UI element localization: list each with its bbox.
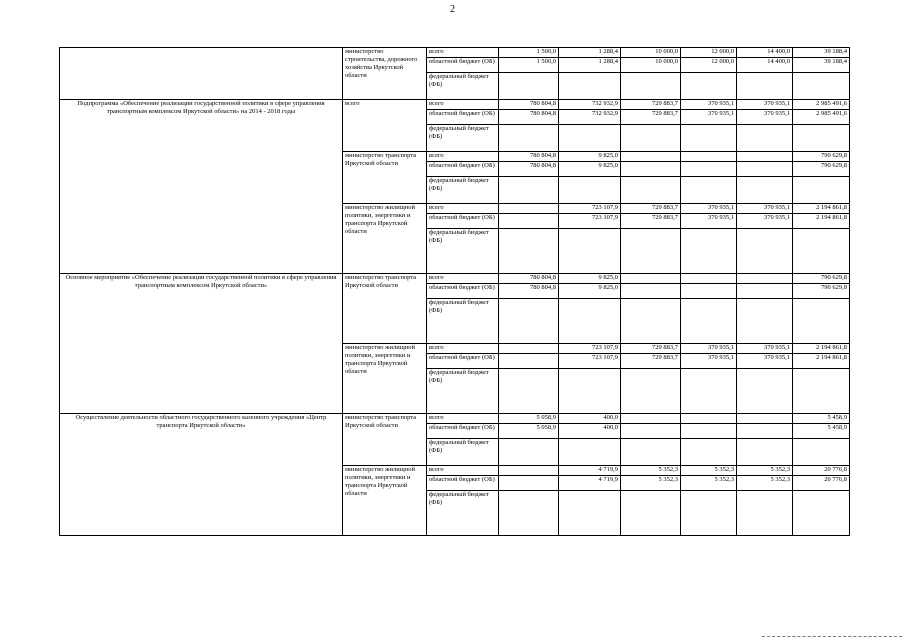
- year-value-cell: [499, 177, 559, 204]
- year-value-cell: 732 932,9: [559, 100, 621, 110]
- funding-source-cell: всего: [427, 466, 499, 476]
- year-value-cell: 5 352,3: [621, 476, 681, 491]
- year-value-cell: [499, 491, 559, 536]
- year-value-cell: [621, 439, 681, 466]
- total-value-cell: 20 776,8: [793, 466, 850, 476]
- year-value-cell: 4 719,9: [559, 466, 621, 476]
- funding-source-cell: областной бюджет (ОБ): [427, 476, 499, 491]
- year-value-cell: [681, 414, 737, 424]
- year-value-cell: [559, 73, 621, 100]
- year-value-cell: 780 804,8: [499, 110, 559, 125]
- year-value-cell: [621, 229, 681, 274]
- total-value-cell: [793, 229, 850, 274]
- year-value-cell: [499, 125, 559, 152]
- year-value-cell: [559, 177, 621, 204]
- year-value-cell: [499, 299, 559, 344]
- program-name-cell: Основное мероприятие «Обеспечение реализации государственной политики в сфере управления транспортным комплексом Иркутской области»: [60, 274, 343, 414]
- year-value-cell: [621, 73, 681, 100]
- year-value-cell: 14 400,0: [737, 48, 793, 58]
- total-value-cell: 5 458,9: [793, 424, 850, 439]
- program-name-cell: Осуществление деятельности областного государственного казенного учреждения «Центр транспорта Иркутской области»: [60, 414, 343, 536]
- funding-source-cell: областной бюджет (ОБ): [427, 424, 499, 439]
- year-value-cell: 370 935,1: [681, 354, 737, 369]
- year-value-cell: [681, 73, 737, 100]
- funding-source-cell: областной бюджет (ОБ): [427, 354, 499, 369]
- total-value-cell: [793, 439, 850, 466]
- funding-source-cell: областной бюджет (ОБ): [427, 58, 499, 73]
- year-value-cell: 370 935,1: [681, 100, 737, 110]
- year-value-cell: [621, 274, 681, 284]
- total-value-cell: 790 629,8: [793, 274, 850, 284]
- table-row: [60, 48, 850, 58]
- year-value-cell: 12 000,0: [681, 58, 737, 73]
- year-value-cell: [559, 491, 621, 536]
- total-value-cell: 5 458,9: [793, 414, 850, 424]
- page-number: 2: [450, 4, 455, 15]
- year-value-cell: [499, 204, 559, 214]
- year-value-cell: [499, 476, 559, 491]
- executor-cell: министерство жилищной политики, энергетики и транспорта Иркутской области: [343, 344, 427, 414]
- executor-cell: министерство транспорта Иркутской области: [343, 152, 427, 204]
- year-value-cell: [681, 439, 737, 466]
- year-value-cell: 370 935,1: [737, 344, 793, 354]
- year-value-cell: [559, 369, 621, 414]
- year-value-cell: [681, 284, 737, 299]
- total-value-cell: [793, 491, 850, 536]
- year-value-cell: [681, 152, 737, 162]
- funding-source-cell: всего: [427, 48, 499, 58]
- year-value-cell: 723 107,9: [559, 354, 621, 369]
- year-value-cell: 370 935,1: [681, 204, 737, 214]
- funding-source-cell: федеральный бюджет (ФБ): [427, 125, 499, 152]
- year-value-cell: 5 352,3: [737, 466, 793, 476]
- table-row: [60, 414, 850, 424]
- year-value-cell: [559, 229, 621, 274]
- year-value-cell: 780 804,8: [499, 152, 559, 162]
- year-value-cell: [621, 284, 681, 299]
- year-value-cell: 723 107,9: [559, 344, 621, 354]
- year-value-cell: 370 935,1: [737, 100, 793, 110]
- year-value-cell: 5 352,3: [621, 466, 681, 476]
- total-value-cell: 2 194 861,8: [793, 344, 850, 354]
- year-value-cell: 1 500,0: [499, 48, 559, 58]
- year-value-cell: 370 935,1: [681, 110, 737, 125]
- year-value-cell: 370 935,1: [681, 214, 737, 229]
- year-value-cell: 1 500,0: [499, 58, 559, 73]
- total-value-cell: 20 776,8: [793, 476, 850, 491]
- year-value-cell: [621, 424, 681, 439]
- year-value-cell: [559, 125, 621, 152]
- total-value-cell: 2 194 861,8: [793, 204, 850, 214]
- year-value-cell: 723 107,9: [559, 204, 621, 214]
- year-value-cell: [621, 125, 681, 152]
- year-value-cell: [681, 274, 737, 284]
- total-value-cell: 2 985 491,6: [793, 110, 850, 125]
- funding-source-cell: федеральный бюджет (ФБ): [427, 177, 499, 204]
- year-value-cell: [499, 369, 559, 414]
- funding-source-cell: всего: [427, 100, 499, 110]
- year-value-cell: [499, 214, 559, 229]
- year-value-cell: 780 804,8: [499, 284, 559, 299]
- year-value-cell: 14 400,0: [737, 58, 793, 73]
- year-value-cell: 5 352,3: [681, 476, 737, 491]
- year-value-cell: 729 883,7: [621, 100, 681, 110]
- total-value-cell: 2 194 861,8: [793, 354, 850, 369]
- year-value-cell: [737, 152, 793, 162]
- year-value-cell: [621, 177, 681, 204]
- year-value-cell: 400,0: [559, 414, 621, 424]
- year-value-cell: [737, 162, 793, 177]
- year-value-cell: [681, 125, 737, 152]
- year-value-cell: [737, 439, 793, 466]
- year-value-cell: 10 000,0: [621, 58, 681, 73]
- year-value-cell: [681, 491, 737, 536]
- year-value-cell: 780 804,8: [499, 162, 559, 177]
- year-value-cell: 10 000,0: [621, 48, 681, 58]
- executor-cell: министерство жилищной политики, энергетики и транспорта Иркутской области: [343, 204, 427, 274]
- program-name-cell: [60, 48, 343, 100]
- year-value-cell: [737, 491, 793, 536]
- funding-source-cell: всего: [427, 204, 499, 214]
- year-value-cell: [737, 414, 793, 424]
- year-value-cell: [621, 299, 681, 344]
- year-value-cell: [499, 73, 559, 100]
- year-value-cell: 729 883,7: [621, 214, 681, 229]
- year-value-cell: 5 058,9: [499, 424, 559, 439]
- total-value-cell: 790 629,8: [793, 284, 850, 299]
- year-value-cell: [621, 491, 681, 536]
- year-value-cell: [681, 229, 737, 274]
- executor-cell: министерство строительства, дорожного хозяйства Иркутской области: [343, 48, 427, 100]
- funding-source-cell: федеральный бюджет (ФБ): [427, 491, 499, 536]
- year-value-cell: 370 935,1: [737, 204, 793, 214]
- year-value-cell: [681, 424, 737, 439]
- year-value-cell: 780 804,8: [499, 274, 559, 284]
- year-value-cell: 9 825,0: [559, 274, 621, 284]
- year-value-cell: [559, 439, 621, 466]
- year-value-cell: [681, 299, 737, 344]
- executor-cell: всего: [343, 100, 427, 152]
- year-value-cell: 729 883,7: [621, 204, 681, 214]
- year-value-cell: 370 935,1: [737, 110, 793, 125]
- year-value-cell: 723 107,9: [559, 214, 621, 229]
- year-value-cell: [621, 152, 681, 162]
- total-value-cell: [793, 299, 850, 344]
- funding-source-cell: областной бюджет (ОБ): [427, 214, 499, 229]
- year-value-cell: 1 288,4: [559, 48, 621, 58]
- total-value-cell: [793, 369, 850, 414]
- year-value-cell: [681, 177, 737, 204]
- total-value-cell: 2 985 491,6: [793, 100, 850, 110]
- year-value-cell: [559, 299, 621, 344]
- year-value-cell: 1 288,4: [559, 58, 621, 73]
- program-name-cell: Подпрограмма «Обеспечение реализации государственной политики в сфере управления транспортным комплексом Иркутской области» на 2014 - 2018 годы: [60, 100, 343, 274]
- funding-source-cell: федеральный бюджет (ФБ): [427, 299, 499, 344]
- funding-source-cell: всего: [427, 274, 499, 284]
- total-value-cell: [793, 177, 850, 204]
- year-value-cell: [681, 162, 737, 177]
- year-value-cell: 370 935,1: [737, 354, 793, 369]
- year-value-cell: [737, 369, 793, 414]
- funding-source-cell: областной бюджет (ОБ): [427, 284, 499, 299]
- executor-cell: министерство жилищной политики, энергетики и транспорта Иркутской области: [343, 466, 427, 536]
- year-value-cell: [737, 424, 793, 439]
- year-value-cell: [737, 229, 793, 274]
- year-value-cell: [621, 414, 681, 424]
- funding-source-cell: всего: [427, 414, 499, 424]
- funding-source-cell: областной бюджет (ОБ): [427, 110, 499, 125]
- year-value-cell: [737, 73, 793, 100]
- year-value-cell: 780 804,8: [499, 100, 559, 110]
- total-value-cell: 2 194 861,8: [793, 214, 850, 229]
- funding-source-cell: всего: [427, 344, 499, 354]
- funding-source-cell: федеральный бюджет (ФБ): [427, 229, 499, 274]
- funding-source-cell: федеральный бюджет (ФБ): [427, 73, 499, 100]
- total-value-cell: [793, 73, 850, 100]
- budget-table-body: [60, 48, 850, 536]
- scan-artifact-line: [762, 636, 902, 638]
- year-value-cell: [737, 284, 793, 299]
- year-value-cell: [499, 354, 559, 369]
- year-value-cell: 9 825,0: [559, 284, 621, 299]
- year-value-cell: [737, 274, 793, 284]
- year-value-cell: [737, 299, 793, 344]
- executor-cell: министерство транспорта Иркутской области: [343, 414, 427, 466]
- year-value-cell: 370 935,1: [737, 214, 793, 229]
- year-value-cell: 400,0: [559, 424, 621, 439]
- budget-table: [59, 47, 850, 536]
- executor-cell: министерство транспорта Иркутской области: [343, 274, 427, 344]
- year-value-cell: [681, 369, 737, 414]
- table-row: [60, 100, 850, 110]
- year-value-cell: [499, 439, 559, 466]
- year-value-cell: 12 000,0: [681, 48, 737, 58]
- year-value-cell: [737, 177, 793, 204]
- year-value-cell: 5 352,3: [737, 476, 793, 491]
- year-value-cell: [621, 162, 681, 177]
- year-value-cell: [737, 125, 793, 152]
- year-value-cell: [621, 369, 681, 414]
- total-value-cell: 39 188,4: [793, 48, 850, 58]
- funding-source-cell: федеральный бюджет (ФБ): [427, 439, 499, 466]
- year-value-cell: 729 883,7: [621, 354, 681, 369]
- year-value-cell: 729 883,7: [621, 110, 681, 125]
- funding-source-cell: областной бюджет (ОБ): [427, 162, 499, 177]
- year-value-cell: 5 058,9: [499, 414, 559, 424]
- year-value-cell: 729 883,7: [621, 344, 681, 354]
- total-value-cell: 39 188,4: [793, 58, 850, 73]
- year-value-cell: 9 825,0: [559, 152, 621, 162]
- total-value-cell: 790 629,8: [793, 152, 850, 162]
- table-row: [60, 274, 850, 284]
- funding-source-cell: всего: [427, 152, 499, 162]
- total-value-cell: [793, 125, 850, 152]
- year-value-cell: 5 352,3: [681, 466, 737, 476]
- year-value-cell: [499, 466, 559, 476]
- year-value-cell: 4 719,9: [559, 476, 621, 491]
- year-value-cell: 370 935,1: [681, 344, 737, 354]
- total-value-cell: 790 629,8: [793, 162, 850, 177]
- year-value-cell: 732 932,9: [559, 110, 621, 125]
- year-value-cell: [499, 344, 559, 354]
- year-value-cell: 9 825,0: [559, 162, 621, 177]
- year-value-cell: [499, 229, 559, 274]
- funding-source-cell: федеральный бюджет (ФБ): [427, 369, 499, 414]
